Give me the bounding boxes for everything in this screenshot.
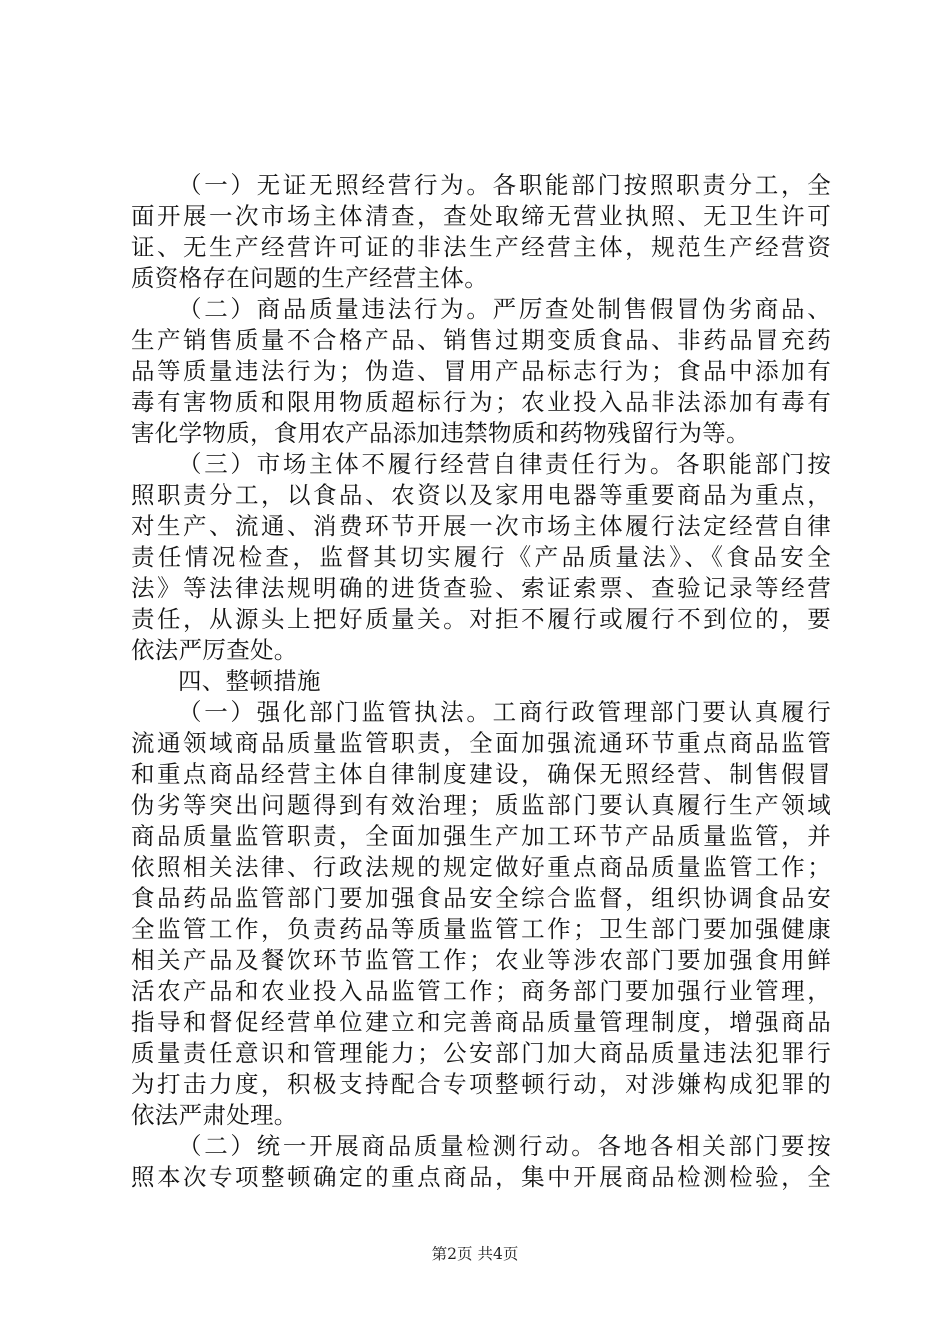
text-line: （二）统一开展商品质量检测行动。各地各相关部门要按 [178,1132,831,1160]
text-line: 毒有害物质和限用物质超标行为；农业投入品非法添加有毒有 [131,388,831,416]
text-line: 相关产品及餐饮环节监管工作；农业等涉农部门要加强食用鲜 [131,946,831,974]
text-line: （一）无证无照经营行为。各职能部门按照职责分工，全 [178,171,831,199]
text-line: 照职责分工，以食品、农资以及家用电器等重要商品为重点， [131,481,831,509]
text-line: 伪劣等突出问题得到有效治理；质监部门要认真履行生产领域 [131,791,831,819]
text-line: 责任情况检查，监督其切实履行《产品质量法》、《食品安全 [131,543,831,571]
text-line: 流通领域商品质量监管职责，全面加强流通环节重点商品监管 [131,729,831,757]
text-line: 为打击力度，积极支持配合专项整顿行动，对涉嫌构成犯罪的 [131,1070,831,1098]
text-line: 商品质量监管职责，全面加强生产加工环节产品质量监管，并 [131,822,831,850]
text-line: （一）强化部门监管执法。工商行政管理部门要认真履行 [178,698,831,726]
text-line: 生产销售质量不合格产品、销售过期变质食品、非药品冒充药 [131,326,831,354]
text-line: 依照相关法律、行政法规的规定做好重点商品质量监管工作； [131,853,831,881]
text-line: 指导和督促经营单位建立和完善商品质量管理制度，增强商品 [131,1008,831,1036]
text-line: 活农产品和农业投入品监管工作；商务部门要加强行业管理， [131,977,831,1005]
text-line: 依法严厉查处。 [131,636,298,664]
text-line: （三）市场主体不履行经营自律责任行为。各职能部门按 [178,450,831,478]
document-body [131,170,831,1193]
text-line: 和重点商品经营主体自律制度建设，确保无照经营、制售假冒 [131,760,831,788]
text-line: 食品药品监管部门要加强食品安全综合监督，组织协调食品安 [131,884,831,912]
text-line: 四、整顿措施 [178,667,321,695]
text-line: 责任，从源头上把好质量关。对拒不履行或履行不到位的，要 [131,605,831,633]
text-line: 依法严肃处理。 [131,1101,298,1129]
text-line: （二）商品质量违法行为。严厉查处制售假冒伪劣商品、 [178,295,831,323]
text-line: 全监管工作，负责药品等质量监管工作；卫生部门要加强健康 [131,915,831,943]
text-line: 对生产、流通、消费环节开展一次市场主体履行法定经营自律 [131,512,831,540]
text-line: 照本次专项整顿确定的重点商品，集中开展商品检测检验，全 [131,1163,831,1191]
text-line: 质资格存在问题的生产经营主体。 [131,264,488,292]
text-line: 面开展一次市场主体清查，查处取缔无营业执照、无卫生许可 [131,202,831,230]
text-line: 害化学物质，食用农产品添加违禁物质和药物残留行为等。 [131,419,750,447]
text-line: 质量责任意识和管理能力；公安部门加大商品质量违法犯罪行 [131,1039,831,1067]
text-line: 法》等法律法规明确的进货查验、索证索票、查验记录等经营 [131,574,831,602]
text-line: 证、无生产经营许可证的非法生产经营主体，规范生产经营资 [131,233,831,261]
text-line: 品等质量违法行为；伪造、冒用产品标志行为；食品中添加有 [131,357,831,385]
page-footer: 第2页 共4页 [431,1245,519,1263]
